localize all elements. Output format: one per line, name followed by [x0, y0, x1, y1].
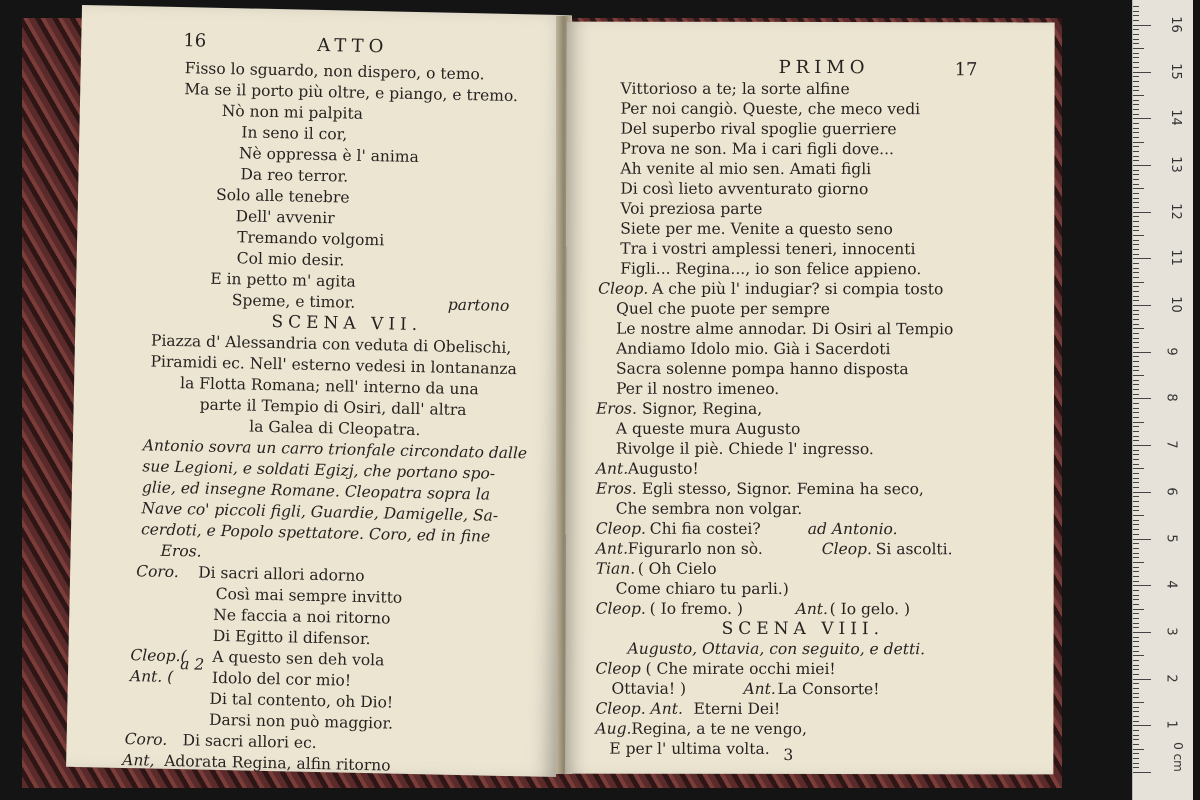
ruler-tick [1133, 595, 1139, 596]
text-line: Signor, Regina, [641, 399, 763, 418]
ruler-tick [1133, 534, 1139, 535]
ruler-tick [1133, 735, 1139, 736]
ruler-tick [1133, 104, 1139, 105]
ruler-tick [1133, 296, 1139, 297]
ruler-tick [1133, 277, 1139, 278]
text-line: SCENA VII. [271, 311, 423, 336]
ruler-tick [1133, 627, 1139, 628]
ruler-tick [1133, 688, 1139, 689]
ruler-tick [1133, 29, 1139, 30]
text-line: Le nostre alme annodar. Di Osiri al Tempio [616, 319, 954, 339]
ruler-tick [1133, 207, 1139, 208]
text-line: Cleop. [821, 540, 872, 559]
ruler-tick [1133, 506, 1139, 507]
text-line: Ottavia! ) [611, 679, 687, 698]
ruler-tick [1133, 422, 1144, 423]
ruler-number: 3 [1163, 627, 1179, 636]
ruler-tick [1133, 156, 1139, 157]
text-line: ( Io gelo. ) [829, 600, 911, 619]
ruler-tick [1133, 328, 1144, 329]
ruler-tick [1133, 510, 1139, 511]
ruler-tick [1133, 440, 1139, 441]
ruler-tick [1133, 398, 1151, 399]
text-line: Quel che puote per sempre [616, 299, 831, 319]
text-line: SCENA VIII. [721, 618, 885, 640]
ruler-tick [1133, 226, 1139, 227]
text-line: Solo alle tenebre [215, 185, 350, 207]
ruler-tick [1133, 459, 1139, 460]
text-line: Di tal contento, oh Dio! [209, 689, 394, 712]
text-line: Tra i vostri amplessi teneri, innocenti [620, 239, 916, 259]
text-line: la Flotta Romana; nell' interno da una [179, 374, 479, 399]
text-line: Tian. [595, 559, 636, 578]
text-line: ( Oh Cielo [637, 559, 717, 578]
text-line: Ant. ( [129, 667, 174, 687]
ruler-tick [1133, 655, 1144, 656]
ruler-tick [1133, 258, 1151, 259]
text-line: Ant. [595, 539, 629, 558]
text-line: Coro. [135, 562, 179, 582]
ruler-tick [1133, 646, 1139, 647]
text-line: Ah venite al mio sen. Amati figli [620, 159, 872, 179]
text-line: Per noi cangiò. Queste, che meco vedi [620, 99, 921, 119]
ruler-tick [1133, 478, 1139, 479]
text-line: a 2 [180, 655, 205, 674]
ruler-number: 15 [1167, 62, 1183, 80]
ruler-tick [1133, 623, 1139, 624]
text-line: Egli stesso, Signor. Femina ha seco, [641, 479, 924, 499]
text-line: cerdoti, e Popolo spettatore. Coro, ed in fine [140, 520, 491, 546]
text-line: Aug. [595, 719, 632, 738]
ruler-tick [1133, 730, 1139, 731]
text-line: Speme, e timor. [231, 291, 356, 312]
ruler-tick [1133, 431, 1139, 432]
ruler-tick [1133, 20, 1139, 21]
text-line: Chi fia costei? [649, 519, 761, 538]
ruler-tick [1133, 384, 1139, 385]
ruler-tick [1133, 109, 1139, 110]
ruler-tick [1133, 758, 1139, 759]
ruler-tick [1133, 632, 1151, 633]
text-line: Cleop. [598, 279, 649, 298]
ruler-tick [1133, 520, 1139, 521]
ruler-tick [1133, 114, 1139, 115]
ruler-tick [1133, 492, 1151, 493]
text-line: Ant. [795, 599, 828, 619]
text-line: glie, ed insegne Romane. Cleopatra sopra la [141, 478, 491, 504]
text-line: Siete per me. Venite a questo seno [620, 219, 893, 239]
text-line: Per il nostro imeneo. [616, 379, 780, 398]
ruler-tick [1133, 702, 1144, 703]
measuring-ruler [1132, 0, 1193, 800]
text-line: Regina, a te ne vengo, [631, 719, 807, 738]
ruler-tick [1133, 324, 1139, 325]
ruler-tick [1133, 132, 1139, 133]
text-line: A questo sen deh vola [212, 647, 385, 670]
ruler-tick [1133, 613, 1139, 614]
ruler-tick [1133, 739, 1139, 740]
ruler-tick [1133, 67, 1139, 68]
running-header: ATTO [317, 34, 389, 58]
ruler-tick [1133, 81, 1139, 82]
ruler-tick [1133, 86, 1139, 87]
text-line: La Consorte! [777, 679, 880, 699]
ruler-tick [1133, 454, 1139, 455]
ruler-tick [1133, 142, 1144, 143]
ruler-tick [1133, 137, 1139, 138]
ruler-tick [1133, 286, 1139, 287]
text-line: Di così lieto avventurato giorno [620, 179, 869, 199]
ruler-tick [1133, 57, 1139, 58]
ruler-tick [1133, 707, 1139, 708]
ruler-tick [1133, 674, 1139, 675]
ruler-tick [1133, 767, 1139, 768]
ruler-tick [1133, 436, 1139, 437]
ruler-tick [1133, 244, 1139, 245]
text-line: A che più l' indugiar? si compia tosto [652, 279, 944, 299]
ruler-number: 8 [1163, 393, 1179, 403]
text-line: Rivolge il piè. Chiede l' ingresso. [615, 439, 874, 459]
text-line: Fisso lo sguardo, non dispero, o temo. [184, 59, 485, 84]
text-line: E in petto m' agita [210, 269, 356, 291]
ruler-tick [1133, 487, 1139, 488]
running-header: PRIMO [778, 56, 870, 79]
text-line: Da reo terror. [240, 165, 349, 186]
ruler-tick [1133, 515, 1144, 516]
ruler-tick [1133, 272, 1139, 273]
ruler-tick [1133, 539, 1151, 540]
ruler-tick [1133, 314, 1139, 315]
ruler-tick [1133, 408, 1139, 409]
ruler-tick [1133, 361, 1139, 362]
ruler-tick [1133, 590, 1139, 591]
text-line: Sacra solenne pompa hanno disposta [616, 359, 909, 379]
ruler-tick [1133, 128, 1139, 129]
text-line: Nò non mi palpita [221, 101, 364, 123]
ruler-tick [1133, 581, 1139, 582]
text-line: Cleop. Ant. [595, 699, 683, 718]
ruler-tick [1133, 202, 1139, 203]
text-line: Così mai sempre invitto [215, 584, 403, 607]
ruler-tick [1133, 263, 1139, 264]
text-line: Eros. [595, 399, 637, 418]
ruler-number: 14 [1167, 109, 1183, 126]
ruler-tick [1133, 254, 1139, 255]
ruler-tick [1133, 76, 1139, 77]
ruler-tick [1133, 356, 1139, 357]
text-line: Del superbo rival spoglie guerriere [620, 119, 897, 139]
text-line: Darsi non può maggior. [208, 710, 394, 733]
ruler-tick [1133, 725, 1151, 726]
ruler-tick [1133, 300, 1139, 301]
signature-mark: 3 [783, 745, 794, 764]
text-line: Di Egitto il difensor. [212, 626, 371, 649]
ruler-tick [1133, 567, 1139, 568]
ruler-tick [1133, 529, 1139, 530]
ruler-number: 9 [1163, 347, 1179, 356]
ruler-tick [1133, 366, 1139, 367]
ruler-tick [1133, 240, 1139, 241]
ruler-tick [1133, 394, 1139, 395]
ruler-tick [1133, 641, 1139, 642]
text-line: Ne faccia a noi ritorno [213, 605, 391, 628]
ruler-tick [1133, 403, 1139, 404]
ruler-tick [1133, 711, 1139, 712]
ruler-tick [1133, 716, 1139, 717]
ruler-tick [1133, 553, 1139, 554]
ruler-tick [1133, 604, 1139, 605]
ruler-tick [1133, 749, 1144, 750]
ruler-number: 4 [1163, 580, 1179, 589]
ruler-tick [1133, 450, 1139, 451]
text-line: Tremando volgomi [237, 228, 385, 250]
ruler-tick [1133, 744, 1139, 745]
ruler-tick [1133, 319, 1139, 320]
text-line: Prova ne son. Ma i cari figli dove... [620, 139, 894, 159]
ruler-tick [1133, 693, 1139, 694]
text-line: Idolo del cor mio! [211, 668, 352, 690]
ruler-tick [1133, 338, 1139, 339]
ruler-tick [1133, 347, 1139, 348]
ruler-tick [1133, 165, 1151, 166]
ruler-tick [1133, 305, 1151, 306]
ruler-tick [1133, 543, 1139, 544]
ruler-number: 16 [1167, 16, 1183, 33]
right-page-text [565, 22, 1054, 775]
ruler-number: 11 [1167, 249, 1183, 267]
ruler-tick [1133, 352, 1151, 353]
ruler-tick [1133, 15, 1139, 16]
ruler-tick [1133, 230, 1139, 231]
text-line: Vittorioso a te; la sorte alfine [620, 79, 850, 99]
ruler-tick [1133, 342, 1139, 343]
text-line: Ma se il porto più oltre, e piango, e tremo. [184, 80, 519, 106]
text-line: Come chiaro tu parli.) [615, 579, 789, 598]
ruler-tick [1133, 417, 1139, 418]
ruler-tick [1133, 333, 1139, 334]
page-number: 16 [183, 30, 207, 52]
ruler-tick [1133, 426, 1139, 427]
ruler-tick [1133, 651, 1139, 652]
ruler-tick [1133, 198, 1139, 199]
ruler-tick [1133, 496, 1139, 497]
ruler-tick [1133, 160, 1139, 161]
ruler-tick [1133, 39, 1139, 40]
text-line: Eros. [595, 479, 637, 498]
text-line: Voi preziosa parte [620, 199, 763, 218]
page-number: 17 [954, 59, 978, 81]
text-line: Coro. [124, 730, 168, 749]
ruler-tick [1133, 249, 1139, 250]
ruler-tick [1133, 212, 1151, 213]
ruler-tick [1133, 721, 1139, 722]
ruler-tick [1133, 482, 1139, 483]
ruler-tick [1133, 179, 1139, 180]
ruler-tick [1133, 665, 1139, 666]
ruler-tick [1133, 473, 1139, 474]
text-line: A queste mura Augusto [615, 419, 801, 438]
ruler-tick [1133, 683, 1139, 684]
text-line: Cleop [595, 659, 641, 678]
text-line: Andiamo Idolo mio. Già i Sacerdoti [616, 339, 891, 359]
ruler-tick [1133, 11, 1139, 12]
ruler-tick [1133, 562, 1144, 563]
ruler-tick [1133, 370, 1139, 371]
text-line: sue Legioni, e soldati Egizj, che portano spo- [142, 457, 496, 483]
ruler-tick [1133, 95, 1144, 96]
text-line: Cleop. [595, 519, 646, 538]
ruler-tick [1133, 100, 1139, 101]
ruler-tick [1133, 571, 1139, 572]
ruler-number: 7 [1163, 440, 1179, 449]
ruler-tick [1133, 599, 1139, 600]
ruler-tick [1133, 445, 1151, 446]
text-line: Antonio sovra un carro trionfale circondato dalle [142, 436, 528, 463]
ruler-tick [1133, 151, 1139, 152]
right-page [565, 22, 1054, 775]
text-line: parte il Tempio di Osiri, dall' altra [199, 395, 467, 420]
ruler-tick [1133, 34, 1139, 35]
ruler-tick [1133, 170, 1139, 171]
text-line: Che sembra non volgar. [615, 499, 803, 518]
text-line: la Galea di Cleopatra. [249, 417, 421, 440]
ruler-number: 1 [1163, 720, 1179, 729]
text-line: Figli... Regina..., io son felice appieno. [620, 259, 922, 279]
ruler-tick [1133, 188, 1144, 189]
text-line: Nave co' piccoli figli, Guardie, Damigelle, Sa- [141, 499, 499, 525]
ruler-tick [1133, 618, 1139, 619]
text-line: Figurarlo non sò. [627, 539, 763, 558]
text-line: Di sacri allori adorno [197, 563, 365, 585]
ruler-tick [1133, 375, 1144, 376]
text-line: ad Antonio. [807, 519, 898, 539]
ruler-tick [1133, 637, 1139, 638]
ruler-tick [1133, 389, 1139, 390]
text-line: Cleop. [595, 599, 646, 618]
text-line: Cleop.( [130, 646, 187, 666]
text-line: partono [447, 295, 510, 315]
ruler-tick [1133, 282, 1144, 283]
ruler-tick [1133, 174, 1139, 175]
ruler-tick [1133, 216, 1139, 217]
text-line: Si ascolti. [875, 540, 953, 559]
ruler-unit-label: 0 cm [1170, 742, 1185, 772]
ruler-tick [1133, 669, 1139, 670]
ruler-tick [1133, 660, 1139, 661]
ruler-tick [1133, 146, 1139, 147]
text-line: Nè oppressa è l' anima [238, 144, 419, 167]
text-line: Eros. [160, 541, 202, 561]
ruler-tick [1133, 310, 1139, 311]
ruler-number: 10 [1167, 296, 1183, 313]
text-line: Piazza d' Alessandria con veduta di Obelischi, [150, 331, 512, 358]
text-line: ( Io fremo. ) [649, 599, 743, 618]
text-line: In seno il cor, [241, 123, 348, 144]
ruler-tick [1133, 380, 1139, 381]
ruler-tick [1133, 193, 1139, 194]
ruler-number: 5 [1163, 533, 1179, 543]
ruler-number: 13 [1167, 156, 1183, 173]
ruler-tick [1133, 548, 1139, 549]
text-line: Ant. [743, 679, 776, 698]
ruler-tick [1133, 576, 1139, 577]
ruler-tick [1133, 412, 1139, 413]
text-line: ( Che mirate occhi miei! [645, 659, 836, 679]
ruler-tick [1133, 585, 1151, 586]
text-line: Di sacri allori ec. [182, 731, 317, 753]
text-line: E per l' ultima volta. [609, 739, 770, 758]
text-line: Eterni Dei! [693, 699, 781, 718]
ruler-number: 6 [1163, 487, 1179, 496]
text-line: Dell' avvenir [235, 207, 335, 228]
text-line: Piramidi ec. Nell' esterno vedesi in lontananza [150, 352, 518, 379]
ruler-tick [1133, 609, 1144, 610]
ruler-tick [1133, 221, 1139, 222]
left-page-text [66, 5, 572, 777]
ruler-tick [1133, 118, 1151, 119]
ruler-tick [1133, 753, 1139, 754]
ruler-tick [1133, 268, 1139, 269]
left-page [66, 5, 572, 777]
text-line: Ant, [122, 750, 155, 770]
ruler-tick [1133, 291, 1139, 292]
text-line: Augusto! [627, 459, 699, 478]
ruler-tick [1133, 468, 1144, 469]
text-line: Augusto, Ottavia, con seguito, e detti. [627, 639, 926, 659]
ruler-tick [1133, 184, 1139, 185]
ruler-tick [1133, 763, 1139, 764]
text-line: Col mio desir. [236, 249, 345, 270]
ruler-tick [1133, 524, 1139, 525]
ruler-tick [1133, 6, 1139, 7]
ruler-tick [1133, 62, 1139, 63]
ruler-tick [1133, 25, 1151, 26]
text-line: Ant. [595, 459, 629, 478]
ruler-tick [1133, 772, 1151, 773]
ruler-tick [1133, 501, 1139, 502]
ruler-tick [1133, 235, 1144, 236]
ruler-tick [1133, 557, 1139, 558]
ruler-tick [1133, 48, 1144, 49]
ruler-tick [1133, 43, 1139, 44]
ruler-tick [1133, 90, 1139, 91]
ruler-tick [1133, 53, 1139, 54]
ruler-tick [1133, 123, 1139, 124]
ruler-tick [1133, 72, 1151, 73]
ruler-number: 2 [1163, 673, 1179, 683]
ruler-tick [1133, 697, 1139, 698]
text-line: Adorata Regina, alfin ritorno [164, 751, 391, 775]
ruler-tick [1133, 679, 1151, 680]
ruler-tick [1133, 464, 1139, 465]
ruler-number: 12 [1167, 202, 1183, 220]
